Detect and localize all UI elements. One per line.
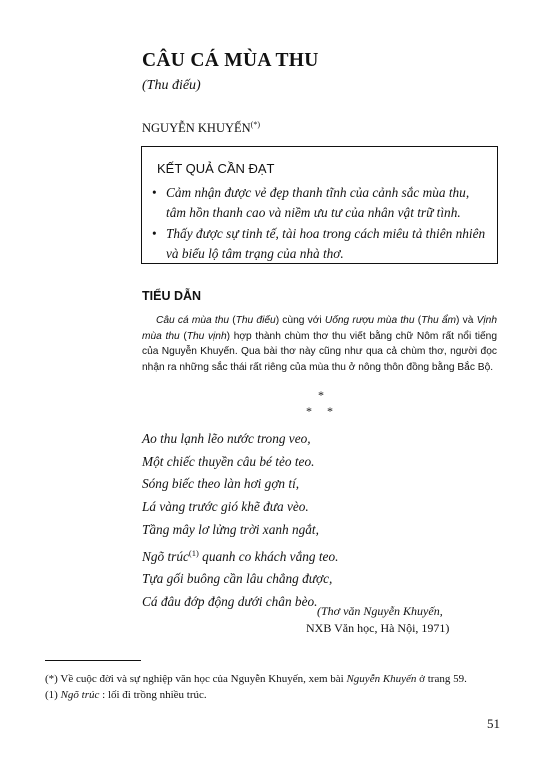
footnote-term: Ngõ trúc <box>60 688 100 701</box>
learning-outcomes-box <box>141 146 498 264</box>
poem-source-line2: NXB Văn học, Hà Nội, 1971) <box>306 621 450 635</box>
poem-line-rest: quanh co khách vắng teo. <box>198 548 339 564</box>
intro-paragraph <box>142 313 497 375</box>
intro-text: ) hợp thành chùm thơ thu viết bằng chữ Nôm rất nổi tiếng của Nguyễn Khuyến. Qua bài thơ này cũng như qua cả chùm thơ, người đọc nhận ra những sắc thái rất riêng của mùa thu ở nông thôn đồng bằng Bắc Bộ. <box>142 330 497 373</box>
footnote-divider <box>45 660 141 661</box>
intro-italic: Uống rượu mùa thu <box>324 315 415 326</box>
author-name <box>142 120 260 136</box>
intro-italic: Câu cá mùa thu <box>156 315 230 326</box>
bullet-icon: • <box>152 226 157 241</box>
lesson-title: CÂU CÁ MÙA THU <box>142 50 319 71</box>
intro-italic: Thu ẩm <box>421 315 457 326</box>
footnote-mark-label: (1) <box>45 688 61 701</box>
poem-line: Tầng mây lơ lửng trời xanh ngắt, <box>142 521 319 537</box>
intro-text: ) cùng với <box>275 315 325 326</box>
footnote-ngo-truc <box>45 688 467 704</box>
poem-line: Cá đâu đớp động dưới chân bèo. <box>142 593 318 609</box>
footnotes <box>45 672 467 703</box>
poem-text <box>142 428 338 614</box>
poem-line: Ao thu lạnh lẽo nước trong veo, <box>142 431 311 446</box>
poem-line: Sóng biếc theo làn hơi gợn tí, <box>142 476 300 492</box>
learning-outcomes-list <box>152 183 492 265</box>
footnote-text: : lối đi trồng nhiều trúc. <box>99 688 207 701</box>
poem-line: Lá vàng trước gió khẽ đưa vèo. <box>142 499 309 515</box>
intro-text: ( <box>414 315 422 326</box>
bullet-icon: • <box>152 185 157 200</box>
footnote-text: ở trang 59. <box>416 673 467 685</box>
learning-outcomes-heading: KẾT QUẢ CẦN ĐẠT <box>157 161 275 176</box>
poem-term-ngo-truc: Ngõ trúc <box>142 548 189 564</box>
intro-heading: TIỂU DẪN <box>142 289 202 303</box>
intro-text: ( <box>229 315 236 326</box>
asterisk-separator-top: * <box>318 388 324 402</box>
learning-outcome-text: Thấy được sự tinh tế, tài hoa trong cách miêu tả thiên nhiên và biểu lộ tâm trạng của nhà thơ. <box>166 226 486 261</box>
intro-italic: Thu vịnh <box>186 330 227 342</box>
learning-outcome-text: Cảm nhận được vẻ đẹp thanh tĩnh của cảnh sắc mùa thu, tâm hồn thanh cao và niềm ưu tư của nhân vật trữ tình. <box>166 185 470 220</box>
poem-line: Tựa gối buông cần lâu chẳng được, <box>142 571 333 587</box>
author-label: NGUYỄN KHUYẾN <box>142 121 251 135</box>
learning-outcome-item <box>152 224 492 263</box>
page-number: 51 <box>487 716 500 731</box>
footnote-ref: Nguyễn Khuyến <box>346 673 417 685</box>
intro-italic: Vịnh mùa thu <box>142 315 497 342</box>
poem-line <box>142 542 338 569</box>
learning-outcome-item <box>152 183 492 222</box>
intro-text: ) và <box>456 315 477 326</box>
intro-italic: Thu điếu <box>235 315 276 326</box>
footnote-text: (*) Về cuộc đời và sự nghiệp văn học của Nguyễn Khuyến, xem bài <box>45 673 347 685</box>
author-note-mark[interactable]: (*) <box>250 120 260 129</box>
poem-line: Một chiếc thuyền câu bé tẻo teo. <box>142 453 315 469</box>
footnote-mark[interactable]: (1) <box>188 547 199 558</box>
poem-source-line1: (Thơ văn Nguyễn Khuyến, <box>317 604 443 618</box>
asterisk-separator-bottom: * * <box>306 404 333 418</box>
footnote-author <box>45 672 467 688</box>
intro-text: ( <box>179 330 187 342</box>
lesson-subtitle: (Thu điếu) <box>142 78 201 93</box>
